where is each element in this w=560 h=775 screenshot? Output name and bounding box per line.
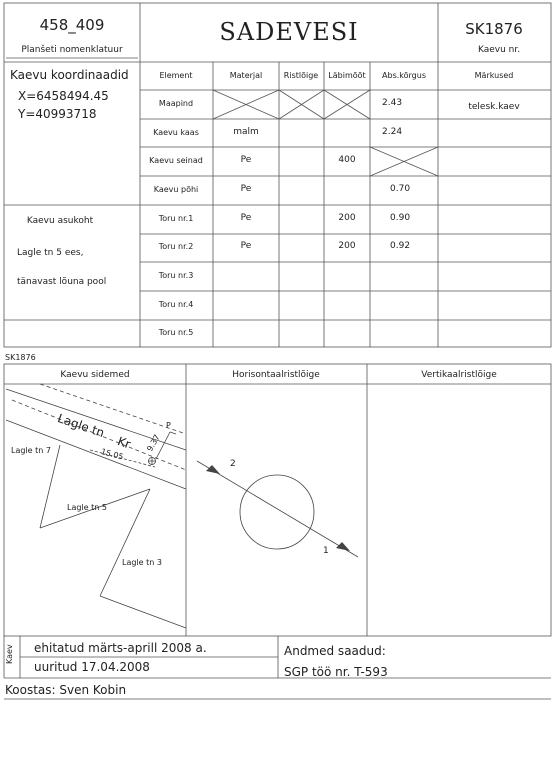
built-date: ehitatud märts-aprill 2008 a. bbox=[34, 641, 207, 655]
pipe-1-label: 1 bbox=[323, 546, 329, 556]
table-cell-material: Pe bbox=[240, 155, 252, 165]
distance-label-2: 9.37 bbox=[145, 433, 162, 453]
table-cell-abs: 2.43 bbox=[382, 98, 403, 108]
lot-label-7: Lagle tn 7 bbox=[11, 446, 51, 455]
source-heading: Andmed saadud: bbox=[284, 644, 386, 658]
table-cell-element: Kaevu kaas bbox=[153, 128, 199, 137]
coords-heading: Kaevu koordinaadid bbox=[10, 68, 129, 82]
pipe-2-label: 2 bbox=[230, 459, 236, 469]
table-cell-element: Toru nr.5 bbox=[158, 328, 194, 337]
table-cell-element: Kaevu seinad bbox=[149, 156, 203, 165]
table-cell-material: Pe bbox=[240, 213, 252, 223]
pipe-1-arrowhead bbox=[336, 542, 350, 551]
table-cell-note: telesk.kaev bbox=[468, 102, 520, 112]
page-title: SADEVESI bbox=[219, 18, 359, 46]
table-cell-element: Toru nr.4 bbox=[158, 300, 194, 309]
well-caption: Kaevu nr. bbox=[478, 45, 521, 55]
col-header-element: Element bbox=[159, 71, 193, 80]
source-value: SGP töö nr. T-593 bbox=[284, 665, 388, 679]
table-cell-abs: 2.24 bbox=[382, 127, 403, 137]
table-cell-material: malm bbox=[233, 127, 259, 137]
table-cell-material: Pe bbox=[240, 241, 252, 251]
mid-sheet-label: SK1876 bbox=[5, 353, 36, 362]
table-cell-abs: 0.90 bbox=[390, 213, 411, 223]
section-heading-links: Kaevu sidemed bbox=[60, 370, 130, 380]
table-cell-abs: 0.70 bbox=[390, 184, 411, 194]
col-header-note: Märkused bbox=[474, 71, 514, 80]
table-cell-element: Toru nr.2 bbox=[158, 242, 194, 251]
distance-label-1: 15.05 bbox=[99, 447, 125, 462]
marker-label: P bbox=[166, 421, 171, 430]
sheet-code: 458_409 bbox=[39, 16, 105, 34]
table-cell-material: Pe bbox=[240, 184, 252, 194]
table-cell-element: Maapind bbox=[158, 99, 194, 108]
measured-date: uuritud 17.04.2008 bbox=[34, 660, 150, 674]
well-code: SK1876 bbox=[465, 20, 523, 38]
coord-x: X=6458494.45 bbox=[18, 89, 109, 103]
table-cell-diameter: 200 bbox=[338, 213, 356, 223]
location-line-2: tänavast lõuna pool bbox=[17, 277, 107, 287]
location-heading: Kaevu asukoht bbox=[26, 216, 94, 226]
table-cell-element: Toru nr.1 bbox=[158, 214, 194, 223]
location-line-1: Lagle tn 5 ees, bbox=[17, 248, 84, 258]
street-label: Lagle tn bbox=[55, 411, 107, 441]
table-cell-element: Kaevu põhi bbox=[153, 185, 199, 194]
author-label: Koostas: Sven Kobin bbox=[5, 683, 127, 697]
table-cell-diameter: 200 bbox=[338, 241, 356, 251]
pipe-2-arrowhead bbox=[206, 465, 220, 474]
table-cell-element: Toru nr.3 bbox=[158, 271, 194, 280]
col-header-diameter: Läbimõõt bbox=[328, 71, 366, 80]
street-kr-label: Kr bbox=[115, 434, 133, 452]
col-header-abs: Abs.kõrgus bbox=[382, 71, 426, 80]
coord-y: Y=40993718 bbox=[18, 107, 97, 121]
table-cell-diameter: 400 bbox=[338, 155, 356, 165]
lot-label-5: Lagle tn 5 bbox=[67, 503, 107, 512]
col-header-material: Materjal bbox=[229, 71, 263, 80]
col-header-section: Ristlõige bbox=[283, 71, 319, 80]
footer-side-label: Kaev bbox=[5, 644, 14, 664]
manhole-plan bbox=[197, 461, 358, 557]
section-heading-vertical: Vertikaalristlõige bbox=[421, 370, 497, 380]
table-cell-abs: 0.92 bbox=[390, 241, 411, 251]
section-heading-horizontal: Horisontaalristlõige bbox=[232, 370, 320, 380]
lot-label-3: Lagle tn 3 bbox=[122, 558, 162, 567]
sheet-caption: Planšeti nomenklatuur bbox=[21, 45, 123, 55]
